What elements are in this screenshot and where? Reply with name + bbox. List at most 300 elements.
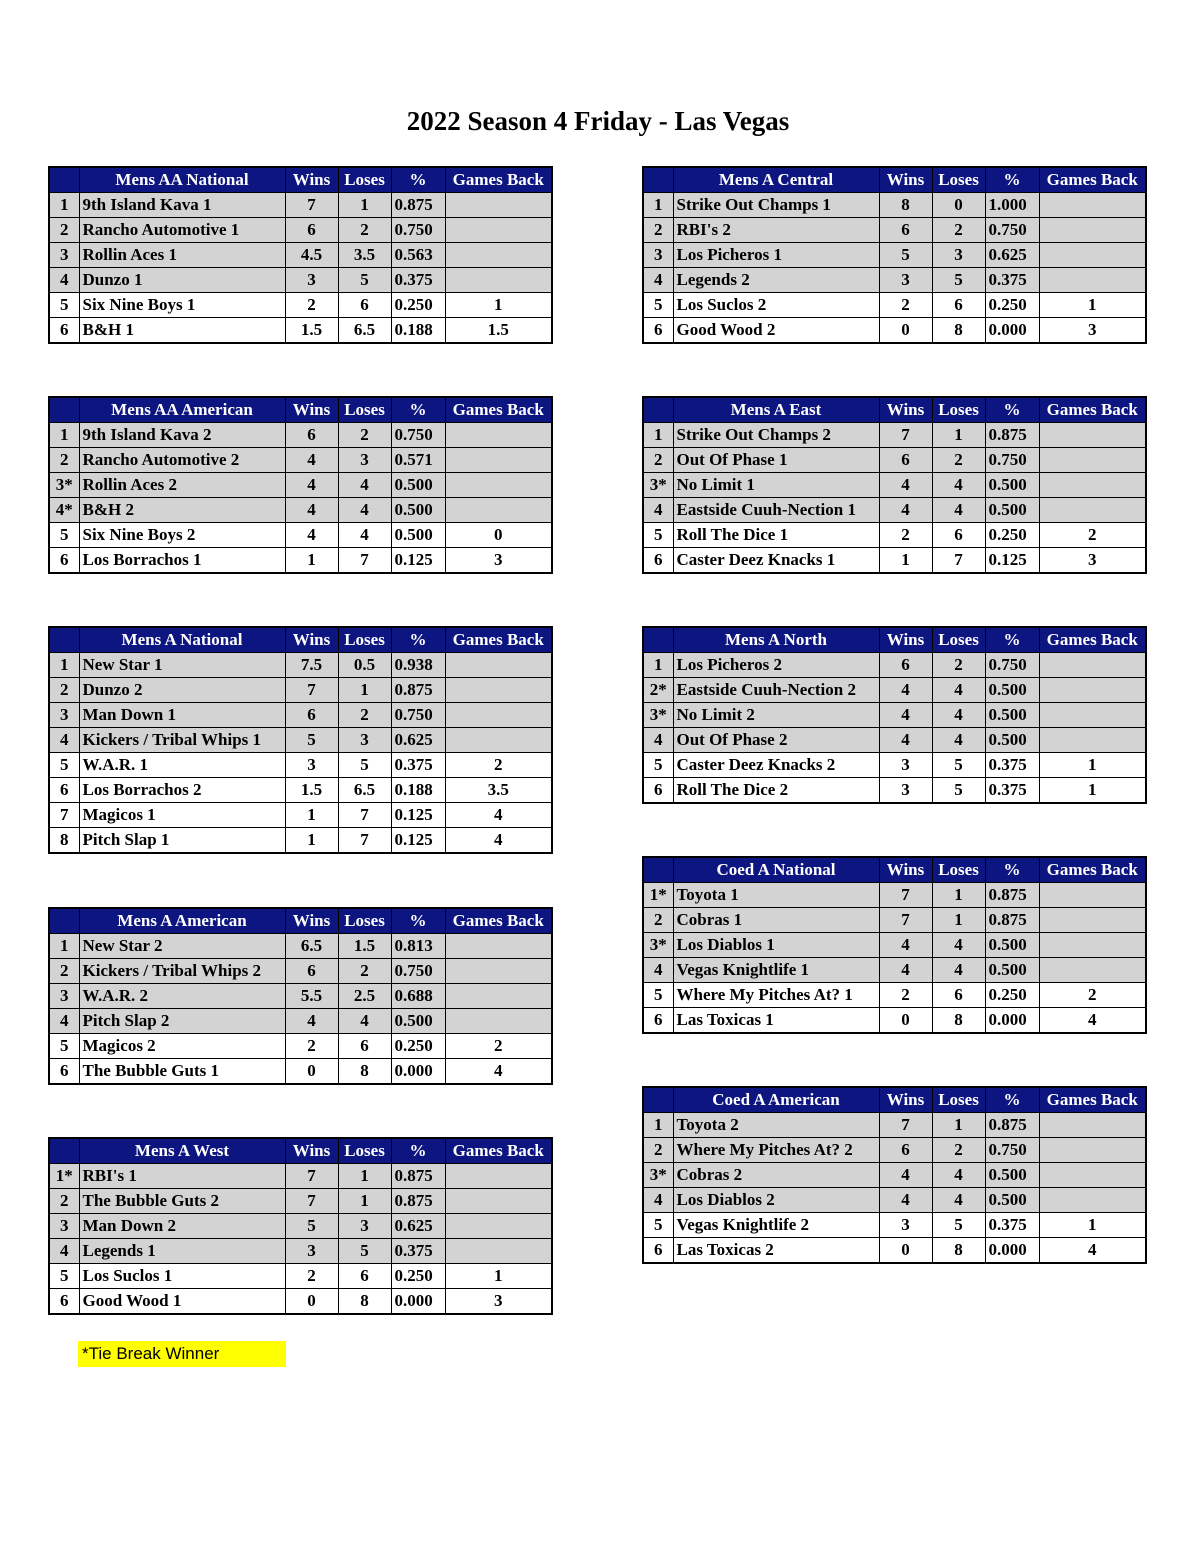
division-name: Coed A National — [673, 857, 879, 883]
games-back-header: Games Back — [445, 167, 552, 193]
division-name: Mens A American — [79, 908, 285, 934]
pct-cell: 0.813 — [391, 934, 445, 959]
loses-cell: 1 — [338, 678, 391, 703]
pct-cell: 0.750 — [985, 218, 1039, 243]
rank-header — [49, 908, 79, 934]
loses-cell: 1 — [932, 883, 985, 908]
table-row — [49, 1239, 552, 1264]
team-cell: Los Diablos 1 — [673, 933, 879, 958]
games-back-cell — [445, 498, 552, 523]
games-back-cell — [445, 218, 552, 243]
wins-header: Wins — [879, 1087, 932, 1113]
table-row — [643, 958, 1146, 983]
rank-cell: 6 — [643, 778, 673, 804]
team-cell: Where My Pitches At? 2 — [673, 1138, 879, 1163]
pct-header: % — [985, 167, 1039, 193]
rank-cell: 1 — [643, 1113, 673, 1138]
pct-header: % — [391, 1138, 445, 1164]
games-back-cell: 1 — [1039, 1213, 1146, 1238]
team-cell: Los Picheros 1 — [673, 243, 879, 268]
mens-a-north-table — [642, 626, 1147, 804]
rank-cell: 2* — [643, 678, 673, 703]
wins-cell: 4 — [879, 1188, 932, 1213]
rank-header — [643, 167, 673, 193]
wins-cell: 4 — [285, 473, 338, 498]
pct-cell: 0.375 — [391, 1239, 445, 1264]
games-back-cell — [1039, 883, 1146, 908]
rank-cell: 3* — [643, 473, 673, 498]
table-row — [49, 653, 552, 678]
table-header-row — [49, 167, 552, 193]
rank-cell: 5 — [643, 523, 673, 548]
rank-cell: 6 — [49, 1289, 79, 1315]
wins-cell: 5.5 — [285, 984, 338, 1009]
pct-cell: 0.875 — [391, 1189, 445, 1214]
loses-header: Loses — [932, 1087, 985, 1113]
team-cell: No Limit 1 — [673, 473, 879, 498]
games-back-cell: 4 — [445, 803, 552, 828]
pct-header: % — [985, 1087, 1039, 1113]
wins-cell: 2 — [879, 293, 932, 318]
team-cell: Magicos 1 — [79, 803, 285, 828]
loses-cell: 2 — [932, 1138, 985, 1163]
team-cell: No Limit 2 — [673, 703, 879, 728]
pct-cell: 0.500 — [985, 473, 1039, 498]
games-back-cell — [445, 728, 552, 753]
games-back-cell — [1039, 268, 1146, 293]
wins-cell: 4 — [879, 958, 932, 983]
loses-cell: 6.5 — [338, 318, 391, 344]
team-cell: Magicos 2 — [79, 1034, 285, 1059]
games-back-cell — [445, 678, 552, 703]
rank-cell: 3* — [49, 473, 79, 498]
table-row — [643, 1113, 1146, 1138]
pct-cell: 0.571 — [391, 448, 445, 473]
loses-cell: 5 — [932, 778, 985, 804]
games-back-cell — [1039, 498, 1146, 523]
tie-break-legend: *Tie Break Winner — [78, 1341, 286, 1367]
table-row — [643, 933, 1146, 958]
wins-cell: 0 — [285, 1059, 338, 1085]
table-row — [643, 423, 1146, 448]
pct-cell: 0.250 — [391, 1034, 445, 1059]
table-row — [643, 548, 1146, 574]
wins-cell: 2 — [879, 983, 932, 1008]
team-cell: New Star 2 — [79, 934, 285, 959]
pct-cell: 1.000 — [985, 193, 1039, 218]
games-back-cell — [1039, 1163, 1146, 1188]
division-name: Mens A National — [79, 627, 285, 653]
games-back-cell: 2 — [445, 1034, 552, 1059]
pct-cell: 0.500 — [391, 473, 445, 498]
table-row — [643, 678, 1146, 703]
rank-cell: 1 — [643, 653, 673, 678]
wins-cell: 0 — [879, 318, 932, 344]
rank-cell: 6 — [49, 778, 79, 803]
pct-header: % — [391, 627, 445, 653]
table-row — [643, 908, 1146, 933]
wins-cell: 2 — [285, 1034, 338, 1059]
rank-header — [49, 397, 79, 423]
wins-cell: 6 — [879, 1138, 932, 1163]
loses-cell: 6 — [932, 523, 985, 548]
pct-cell: 0.500 — [391, 523, 445, 548]
team-cell: Pitch Slap 1 — [79, 828, 285, 854]
wins-cell: 4 — [285, 448, 338, 473]
wins-cell: 4.5 — [285, 243, 338, 268]
games-back-cell: 4 — [1039, 1008, 1146, 1034]
pct-cell: 0.625 — [985, 243, 1039, 268]
loses-cell: 4 — [338, 473, 391, 498]
pct-cell: 0.000 — [985, 1238, 1039, 1264]
games-back-cell: 1 — [445, 1264, 552, 1289]
pct-header: % — [985, 397, 1039, 423]
pct-header: % — [985, 627, 1039, 653]
team-cell: Toyota 2 — [673, 1113, 879, 1138]
pct-cell: 0.375 — [391, 268, 445, 293]
loses-cell: 5 — [338, 268, 391, 293]
pct-cell: 0.375 — [391, 753, 445, 778]
wins-cell: 0 — [285, 1289, 338, 1315]
table-row — [49, 778, 552, 803]
games-back-cell — [1039, 1188, 1146, 1213]
team-cell: Six Nine Boys 1 — [79, 293, 285, 318]
wins-cell: 2 — [879, 523, 932, 548]
team-cell: Man Down 1 — [79, 703, 285, 728]
pct-cell: 0.625 — [391, 1214, 445, 1239]
table-row — [49, 423, 552, 448]
games-back-cell — [445, 959, 552, 984]
team-cell: Where My Pitches At? 1 — [673, 983, 879, 1008]
rank-cell: 4 — [643, 958, 673, 983]
rank-header — [643, 397, 673, 423]
games-back-header: Games Back — [1039, 397, 1146, 423]
wins-cell: 7 — [879, 908, 932, 933]
rank-cell: 4 — [49, 1239, 79, 1264]
table-row — [49, 498, 552, 523]
table-row — [49, 193, 552, 218]
pct-cell: 0.500 — [985, 703, 1039, 728]
wins-cell: 5 — [879, 243, 932, 268]
table-row — [643, 703, 1146, 728]
table-row — [49, 703, 552, 728]
table-row — [643, 653, 1146, 678]
rank-cell: 2 — [49, 959, 79, 984]
table-row — [49, 1034, 552, 1059]
games-back-cell — [445, 984, 552, 1009]
games-back-cell — [1039, 653, 1146, 678]
table-row — [49, 1214, 552, 1239]
games-back-cell — [1039, 473, 1146, 498]
wins-cell: 6 — [285, 703, 338, 728]
mens-a-national-table — [48, 626, 553, 854]
table-row — [643, 883, 1146, 908]
loses-cell: 2 — [338, 959, 391, 984]
games-back-header: Games Back — [1039, 167, 1146, 193]
wins-cell: 4 — [879, 678, 932, 703]
games-back-cell — [445, 653, 552, 678]
team-cell: Man Down 2 — [79, 1214, 285, 1239]
loses-cell: 7 — [338, 803, 391, 828]
wins-cell: 6 — [879, 448, 932, 473]
loses-header: Loses — [932, 397, 985, 423]
pct-cell: 0.375 — [985, 778, 1039, 804]
division-name: Mens A East — [673, 397, 879, 423]
loses-cell: 3 — [338, 728, 391, 753]
pct-cell: 0.750 — [391, 218, 445, 243]
pct-cell: 0.188 — [391, 778, 445, 803]
pct-cell: 0.688 — [391, 984, 445, 1009]
rank-header — [49, 1138, 79, 1164]
table-row — [49, 728, 552, 753]
pct-cell: 0.500 — [391, 498, 445, 523]
pct-header: % — [391, 908, 445, 934]
wins-header: Wins — [285, 1138, 338, 1164]
wins-cell: 3 — [285, 268, 338, 293]
wins-cell: 3 — [879, 1213, 932, 1238]
team-cell: Out Of Phase 1 — [673, 448, 879, 473]
rank-cell: 3* — [643, 1163, 673, 1188]
table-row — [643, 293, 1146, 318]
wins-cell: 4 — [879, 728, 932, 753]
wins-cell: 0 — [879, 1008, 932, 1034]
games-back-cell: 4 — [445, 1059, 552, 1085]
loses-cell: 4 — [932, 933, 985, 958]
wins-cell: 7 — [285, 1189, 338, 1214]
loses-cell: 4 — [932, 728, 985, 753]
table-row — [49, 268, 552, 293]
wins-cell: 7 — [285, 1164, 338, 1189]
table-row — [49, 934, 552, 959]
table-header-row — [49, 908, 552, 934]
table-row — [49, 218, 552, 243]
loses-cell: 0.5 — [338, 653, 391, 678]
table-row — [49, 1264, 552, 1289]
table-row — [643, 498, 1146, 523]
wins-cell: 4 — [879, 498, 932, 523]
loses-cell: 1.5 — [338, 934, 391, 959]
games-back-cell: 4 — [1039, 1238, 1146, 1264]
games-back-cell — [445, 243, 552, 268]
pct-cell: 0.500 — [985, 958, 1039, 983]
coed-a-american-table — [642, 1086, 1147, 1264]
wins-cell: 1 — [879, 548, 932, 574]
games-back-header: Games Back — [445, 1138, 552, 1164]
loses-header: Loses — [338, 627, 391, 653]
pct-cell: 0.250 — [391, 1264, 445, 1289]
games-back-cell — [1039, 703, 1146, 728]
team-cell: RBI's 1 — [79, 1164, 285, 1189]
pct-cell: 0.500 — [985, 1188, 1039, 1213]
team-cell: Kickers / Tribal Whips 1 — [79, 728, 285, 753]
games-back-cell — [1039, 728, 1146, 753]
table-row — [49, 293, 552, 318]
table-row — [643, 193, 1146, 218]
mens-aa-american-table — [48, 396, 553, 574]
team-cell: Los Suclos 2 — [673, 293, 879, 318]
team-cell: Six Nine Boys 2 — [79, 523, 285, 548]
rank-cell: 3* — [643, 933, 673, 958]
team-cell: Out Of Phase 2 — [673, 728, 879, 753]
team-cell: Legends 2 — [673, 268, 879, 293]
loses-cell: 8 — [338, 1059, 391, 1085]
wins-cell: 6 — [879, 218, 932, 243]
wins-cell: 7 — [879, 1113, 932, 1138]
loses-cell: 4 — [932, 1188, 985, 1213]
table-row — [643, 728, 1146, 753]
games-back-cell: 1.5 — [445, 318, 552, 344]
games-back-cell — [1039, 448, 1146, 473]
games-back-cell — [1039, 678, 1146, 703]
table-row — [643, 1213, 1146, 1238]
pct-cell: 0.750 — [985, 653, 1039, 678]
loses-cell: 6 — [338, 293, 391, 318]
rank-cell: 5 — [643, 753, 673, 778]
pct-cell: 0.750 — [985, 1138, 1039, 1163]
pct-cell: 0.875 — [391, 193, 445, 218]
games-back-header: Games Back — [445, 397, 552, 423]
loses-cell: 2.5 — [338, 984, 391, 1009]
wins-cell: 4 — [879, 703, 932, 728]
table-row — [49, 959, 552, 984]
wins-cell: 5 — [285, 728, 338, 753]
team-cell: Rollin Aces 1 — [79, 243, 285, 268]
pct-cell: 0.875 — [391, 1164, 445, 1189]
rank-cell: 1 — [49, 934, 79, 959]
games-back-cell — [1039, 1113, 1146, 1138]
rank-cell: 6 — [643, 1238, 673, 1264]
loses-cell: 4 — [932, 958, 985, 983]
team-cell: Las Toxicas 2 — [673, 1238, 879, 1264]
team-cell: Cobras 2 — [673, 1163, 879, 1188]
pct-cell: 0.250 — [985, 293, 1039, 318]
games-back-cell — [445, 1239, 552, 1264]
loses-cell: 2 — [338, 423, 391, 448]
team-cell: Roll The Dice 2 — [673, 778, 879, 804]
table-header-row — [49, 397, 552, 423]
rank-cell: 6 — [49, 548, 79, 574]
pct-cell: 0.000 — [391, 1289, 445, 1315]
pct-cell: 0.750 — [391, 959, 445, 984]
wins-cell: 8 — [879, 193, 932, 218]
team-cell: 9th Island Kava 2 — [79, 423, 285, 448]
table-row — [49, 473, 552, 498]
games-back-cell: 2 — [1039, 983, 1146, 1008]
games-back-cell: 3 — [1039, 548, 1146, 574]
pct-header: % — [391, 397, 445, 423]
rank-cell: 4 — [643, 268, 673, 293]
games-back-cell — [1039, 243, 1146, 268]
rank-cell: 4 — [643, 1188, 673, 1213]
team-cell: Los Suclos 1 — [79, 1264, 285, 1289]
team-cell: B&H 2 — [79, 498, 285, 523]
mens-a-east-table — [642, 396, 1147, 574]
team-cell: Kickers / Tribal Whips 2 — [79, 959, 285, 984]
rank-cell: 1 — [49, 653, 79, 678]
team-cell: Las Toxicas 1 — [673, 1008, 879, 1034]
pct-cell: 0.625 — [391, 728, 445, 753]
wins-cell: 4 — [879, 1163, 932, 1188]
pct-cell: 0.125 — [391, 548, 445, 574]
games-back-cell: 4 — [445, 828, 552, 854]
wins-cell: 0 — [879, 1238, 932, 1264]
team-cell: Good Wood 2 — [673, 318, 879, 344]
loses-cell: 4 — [932, 703, 985, 728]
pct-cell: 0.375 — [985, 268, 1039, 293]
loses-header: Loses — [338, 167, 391, 193]
table-row — [643, 1238, 1146, 1264]
wins-cell: 6.5 — [285, 934, 338, 959]
loses-cell: 5 — [932, 1213, 985, 1238]
loses-cell: 2 — [932, 448, 985, 473]
table-header-row — [643, 167, 1146, 193]
wins-cell: 5 — [285, 1214, 338, 1239]
team-cell: Dunzo 2 — [79, 678, 285, 703]
wins-cell: 4 — [285, 523, 338, 548]
loses-cell: 2 — [932, 653, 985, 678]
table-row — [49, 1289, 552, 1315]
table-row — [643, 778, 1146, 804]
team-cell: 9th Island Kava 1 — [79, 193, 285, 218]
wins-cell: 7.5 — [285, 653, 338, 678]
table-row — [49, 803, 552, 828]
team-cell: Strike Out Champs 2 — [673, 423, 879, 448]
pct-cell: 0.125 — [985, 548, 1039, 574]
team-cell: Los Picheros 2 — [673, 653, 879, 678]
team-cell: Legends 1 — [79, 1239, 285, 1264]
games-back-cell — [1039, 423, 1146, 448]
loses-cell: 2 — [338, 218, 391, 243]
rank-cell: 1* — [49, 1164, 79, 1189]
team-cell: Toyota 1 — [673, 883, 879, 908]
rank-cell: 5 — [49, 293, 79, 318]
games-back-cell — [445, 1164, 552, 1189]
loses-header: Loses — [338, 908, 391, 934]
loses-cell: 3.5 — [338, 243, 391, 268]
loses-header: Loses — [338, 1138, 391, 1164]
team-cell: Pitch Slap 2 — [79, 1009, 285, 1034]
games-back-cell: 0 — [445, 523, 552, 548]
rank-cell: 4 — [49, 728, 79, 753]
pct-cell: 0.938 — [391, 653, 445, 678]
wins-cell: 3 — [285, 1239, 338, 1264]
team-cell: Caster Deez Knacks 1 — [673, 548, 879, 574]
rank-cell: 6 — [643, 548, 673, 574]
rank-cell: 1* — [643, 883, 673, 908]
wins-cell: 3 — [879, 753, 932, 778]
table-row — [49, 753, 552, 778]
rank-cell: 1 — [643, 193, 673, 218]
loses-cell: 8 — [338, 1289, 391, 1315]
team-cell: New Star 1 — [79, 653, 285, 678]
loses-cell: 3 — [932, 243, 985, 268]
table-row — [643, 523, 1146, 548]
table-header-row — [643, 627, 1146, 653]
pct-cell: 0.000 — [985, 1008, 1039, 1034]
pct-cell: 0.500 — [985, 728, 1039, 753]
loses-cell: 5 — [338, 753, 391, 778]
loses-cell: 7 — [338, 828, 391, 854]
team-cell: Dunzo 1 — [79, 268, 285, 293]
games-back-header: Games Back — [1039, 627, 1146, 653]
loses-cell: 4 — [338, 498, 391, 523]
loses-cell: 4 — [338, 523, 391, 548]
wins-cell: 6 — [285, 218, 338, 243]
pct-cell: 0.125 — [391, 828, 445, 854]
table-row — [49, 678, 552, 703]
loses-cell: 6 — [932, 293, 985, 318]
pct-cell: 0.000 — [391, 1059, 445, 1085]
